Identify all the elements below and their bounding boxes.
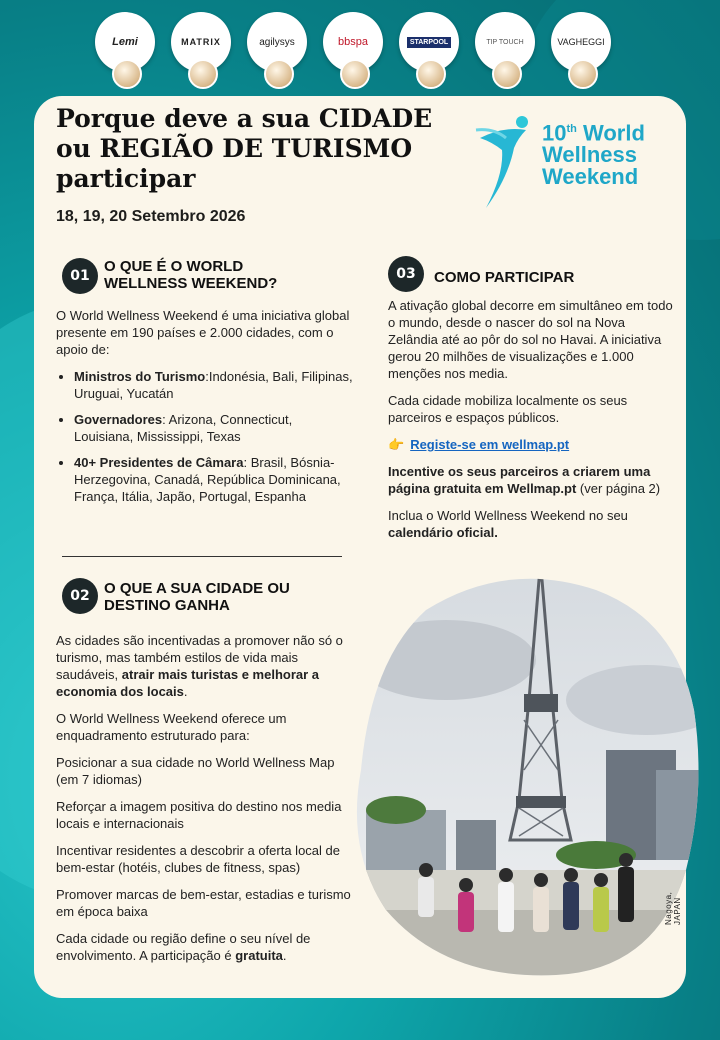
section-1-intro: O World Wellness Weekend é uma iniciativa global presente em 190 países e 2.000 cidades, com o apoio de: <box>56 308 350 357</box>
award-medal-icon <box>416 59 446 89</box>
section-2-body <box>56 632 356 974</box>
partner-logo-agilysys: agilysys <box>247 12 307 72</box>
paragraph: O World Wellness Weekend oferece um enquadramento estruturado para: <box>56 711 287 743</box>
paragraph: A ativação global decorre em simultâneo em todo o mundo, desde o nascer do sol na Nova Zelândia até ao pôr do sol no Havai. A iniciativa gerou 20 milhões de visualizações e 1.000 menções nos media. <box>388 298 673 381</box>
paragraph: Incentive os seus parceiros a criarem uma página gratuita em Wellmap.pt (ver página 2) <box>388 464 661 496</box>
award-medal-icon <box>568 59 598 89</box>
partner-logo-tip-touch: TIP TOUCH <box>475 12 535 72</box>
section-number-badge: 01 <box>62 258 98 294</box>
register-line <box>388 436 678 453</box>
partner-logos <box>95 12 615 92</box>
section-1-body <box>56 307 354 514</box>
section-title: O QUE A SUA CIDADE OU DESTINO GANHA <box>104 580 290 614</box>
section-divider <box>62 556 342 557</box>
section-number-badge: 03 <box>388 256 424 292</box>
partner-logo-matrix: MATRIX <box>171 12 231 72</box>
photo-illustration <box>356 570 702 980</box>
section-title: O QUE É O WORLD WELLNESS WEEKEND? <box>104 258 278 292</box>
paragraph: As cidades são incentivadas a promover não só o turismo, mas também estilos de vida mais saudáveis, atrair mais turistas e melhorar a economia dos locais. <box>56 633 343 699</box>
event-dates: 18, 19, 20 Setembro 2026 <box>56 208 246 225</box>
benefit-item: Reforçar a imagem positiva do destino nos media locais e internacionais <box>56 799 342 831</box>
list-item: • 40+ Presidentes de Câmara: Brasil, Bósnia-Herzegovina, Canadá, República Dominicana, França, Itália, Japão, Portugal, Espanha <box>74 454 354 505</box>
paragraph: Cada cidade ou região define o seu nível de envolvimento. A participação é gratuita. <box>56 931 311 963</box>
award-medal-icon <box>492 59 522 89</box>
pointing-hand-icon: 👉 <box>388 437 405 452</box>
benefit-item: Promover marcas de bem-estar, estadias e turismo em época baixa <box>56 887 351 919</box>
paragraph: Cada cidade mobiliza localmente os seus parceiros e espaços públicos. <box>388 393 628 425</box>
award-medal-icon <box>340 59 370 89</box>
list-item: • Ministros do Turismo:Indonésia, Bali, Filipinas, Uruguai, Yucatán <box>74 368 354 402</box>
benefit-item: Incentivar residentes a descobrir a oferta local de bem-estar (hotéis, clubes de fitness, spas) <box>56 843 340 875</box>
supporters-list <box>56 368 354 505</box>
nagoya-tower-photo <box>356 570 702 980</box>
partner-logo-bbspa: bbspa <box>323 12 383 72</box>
award-medal-icon <box>112 59 142 89</box>
section-title: COMO PARTICIPAR <box>434 269 575 286</box>
world-wellness-weekend-logo <box>474 108 654 218</box>
partner-logo-starpool: STARPOOL <box>399 12 459 72</box>
event-logo-text: 10th World Wellness Weekend <box>542 120 645 190</box>
register-link[interactable]: Registe-se em wellmap.pt <box>410 437 570 452</box>
award-medal-icon <box>188 59 218 89</box>
page-title: Porque deve a sua CIDADE ou REGIÃO DE TURISMO participar <box>56 104 433 193</box>
partner-logo-lemi: Lemi <box>95 12 155 72</box>
partner-logo-vagheggi: VAGHEGGI <box>551 12 611 72</box>
benefit-item: Posicionar a sua cidade no World Wellness Map (em 7 idiomas) <box>56 755 335 787</box>
paragraph: Inclua o World Wellness Weekend no seu calendário oficial. <box>388 508 628 540</box>
section-number-badge: 02 <box>62 578 98 614</box>
photo-credit: Nagoya, JAPAN <box>664 891 682 925</box>
list-item: • Governadores: Arizona, Connecticut, Louisiana, Mississippi, Texas <box>74 411 354 445</box>
section-3-body <box>388 297 678 551</box>
award-medal-icon <box>264 59 294 89</box>
